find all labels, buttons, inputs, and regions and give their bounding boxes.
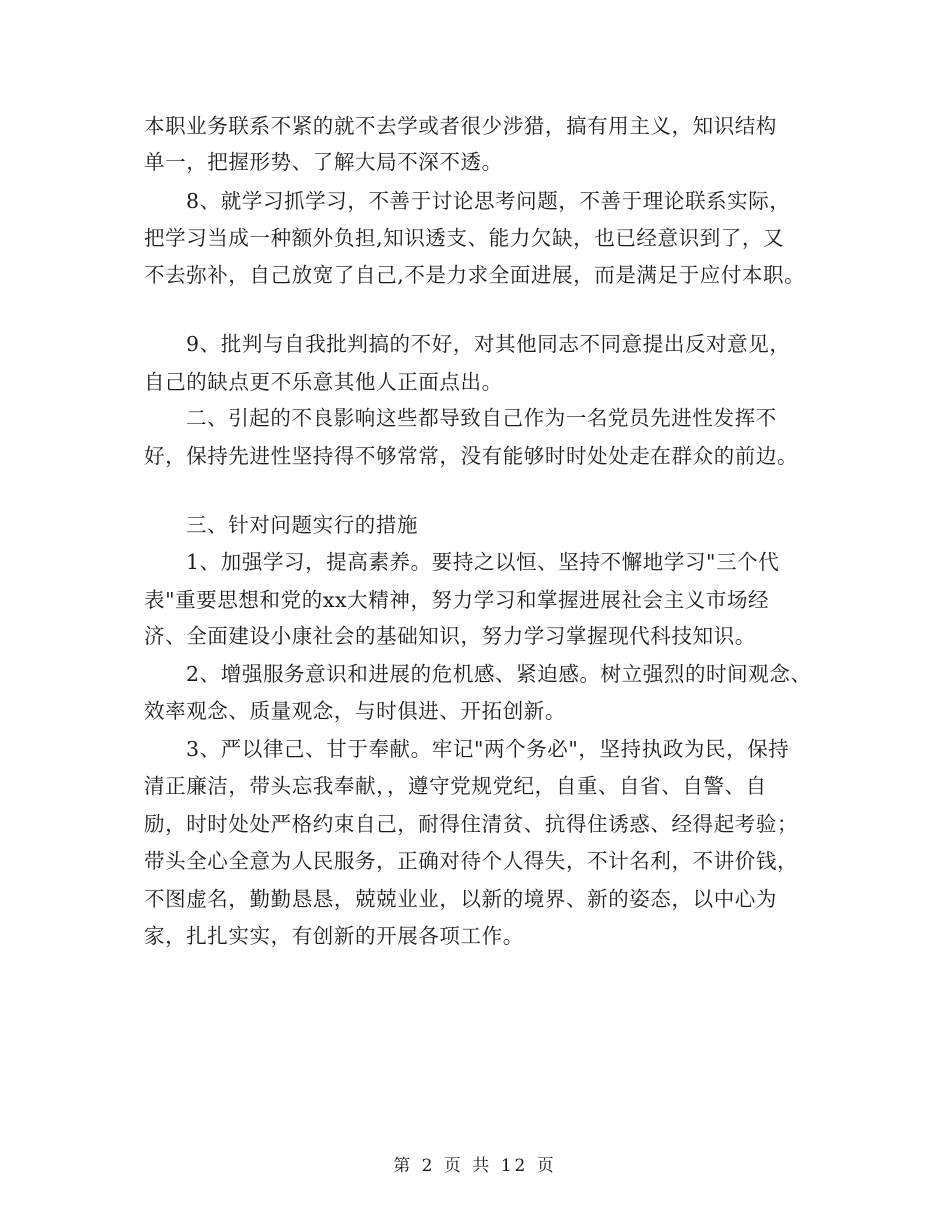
- page-number-footer: 第 2 页 共 12 页: [393, 1156, 557, 1176]
- text-line: 励，时时处处严格约束自己，耐得住清贫、抗得住诱惑、经得起考验；: [144, 812, 799, 836]
- text-line: 9、批判与自我批判搞的不好，对其他同志不同意提出反对意见，: [186, 332, 791, 356]
- text-line: 单一，把握形势、了解大局不深不透。: [144, 150, 503, 174]
- text-line: 家，扎扎实实，有创新的开展各项工作。: [144, 924, 524, 948]
- text-line: 济、全面建设小康社会的基础知识，努力学习掌握现代科技知识。: [144, 624, 756, 648]
- text-line: 清正廉洁，带头忘我奉献，，遵守党规党纪，自重、自省、自警、自: [144, 774, 767, 798]
- section-heading: 三、针对问题实行的措施: [186, 513, 419, 537]
- text-line: 不去弥补，自己放宽了自己,不是力求全面进展，而是满足于应付本职。: [144, 263, 806, 287]
- text-line: 二、引起的不良影响这些都导致自己作为一名党员先进性发挥不: [186, 406, 777, 430]
- text-line: 1、加强学习，提高素养。要持之以恒、坚持不懈地学习"三个代: [186, 550, 780, 574]
- text-line: 表"重要思想和党的xx大精神，努力学习和掌握进展社会主义市场经: [144, 588, 770, 612]
- text-line: 2、增强服务意识和进展的危机感、紧迫感。树立强烈的时间观念、: [186, 662, 812, 686]
- text-line: 效率观念、质量观念，与时俱进、开拓创新。: [144, 699, 566, 723]
- text-line: 带头全心全意为人民服务，正确对待个人得失，不计名利，不讲价钱，: [144, 849, 799, 873]
- text-line: 本职业务联系不紧的就不去学或者很少涉猎，搞有用主义，知识结构: [144, 114, 777, 138]
- text-line: 不图虚名，勤勤恳恳，兢兢业业，以新的境界、新的姿态，以中心为: [144, 887, 777, 911]
- text-line: 8、就学习抓学习，不善于讨论思考问题，不善于理论联系实际，: [186, 189, 791, 213]
- text-line: 好，保持先进性坚持得不够常常，没有能够时时处处走在群众的前边。: [144, 444, 799, 468]
- text-line: 把学习当成一种额外负担,知识透支、能力欠缺，也已经意识到了，又: [144, 226, 785, 250]
- text-line: 自己的缺点更不乐意其他人正面点出。: [144, 370, 503, 394]
- text-line: 3、严以律己、甘于奉献。牢记"两个务必"，坚持执政为民，保持: [186, 737, 790, 761]
